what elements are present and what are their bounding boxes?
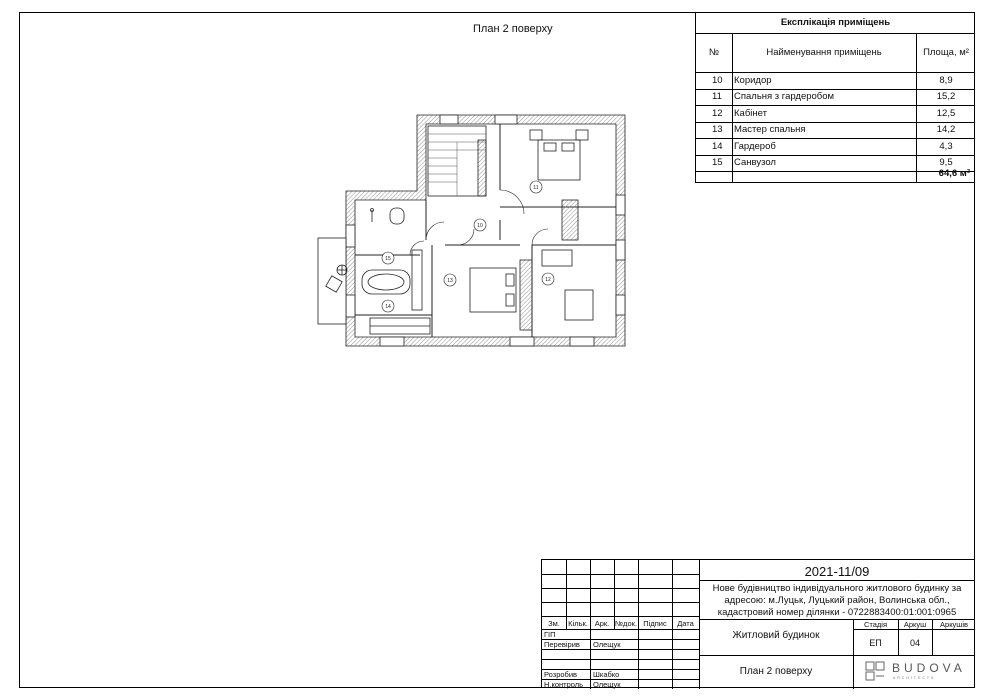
- budova-logo-icon: [864, 660, 886, 682]
- role-label: Розробив: [544, 670, 578, 679]
- room-tag-13: 13: [447, 278, 453, 284]
- role-label: Н.контроль: [544, 680, 584, 689]
- role-label: Перевірив: [544, 640, 580, 649]
- schedule-row-name: Мастер спальня: [734, 124, 806, 136]
- schedule-row-name: Гардероб: [734, 140, 776, 152]
- schedule-header-num: №: [708, 47, 720, 58]
- project-code: 2021-11/09: [804, 564, 870, 579]
- room-tag-15: 15: [385, 256, 391, 262]
- col-header-date: Дата: [677, 619, 694, 628]
- room-tag-12: 12: [545, 277, 551, 283]
- drawing-name: План 2 поверху: [739, 666, 813, 677]
- schedule-row-num: 11: [712, 91, 722, 103]
- stage-label: Стадія: [863, 620, 888, 629]
- sheets-label: Аркушів: [940, 620, 968, 629]
- role-person: Шкабко: [593, 670, 620, 679]
- project-line-3: кадастровий номер ділянки - 0722883400:01:001:0965: [717, 607, 957, 618]
- schedule-row-name: Санвузол: [734, 157, 776, 169]
- schedule-row-num: 12: [712, 107, 723, 119]
- stage-value: ЕП: [869, 638, 882, 648]
- schedule-total: 64,6 м²: [938, 168, 970, 179]
- logo-subtext: ARCHITECTS: [893, 676, 936, 680]
- sheet-label: Аркуш: [903, 620, 927, 629]
- floor-plan: [310, 110, 640, 360]
- schedule-row-name: Кабінет: [734, 107, 767, 119]
- project-line-1: Нове будівництво індивідуального житлового будинку за: [712, 583, 962, 594]
- schedule-row-num: 14: [712, 140, 723, 152]
- schedule-row-area: 15,2: [936, 91, 956, 103]
- role-person: Олещук: [593, 640, 621, 649]
- project-line-2: адресою: м.Луцьк, Луцький район, Волинська обл.,: [724, 595, 950, 606]
- room-tag-14: 14: [385, 304, 391, 310]
- plan-title: План 2 поверху: [473, 23, 553, 35]
- schedule-row-name: Коридор: [734, 74, 772, 86]
- schedule-row-area: 9,5: [939, 157, 953, 169]
- room-tag-11: 11: [533, 185, 539, 191]
- schedule-row-area: 8,9: [939, 74, 953, 86]
- schedule-row-area: 12,5: [936, 107, 956, 119]
- schedule-header-name: Найменування приміщень: [766, 47, 882, 58]
- col-header-signature: Підпис: [643, 619, 667, 628]
- role-label: ГІП: [544, 630, 556, 639]
- schedule-row-area: 14,2: [936, 124, 956, 136]
- schedule-row-num: 13: [712, 124, 723, 136]
- title-block: [541, 559, 975, 688]
- col-header-doc: №док.: [615, 619, 637, 628]
- balcony: [318, 238, 346, 324]
- schedule-title: Експлікація приміщень: [780, 17, 891, 28]
- room-tag-10: 10: [477, 223, 483, 229]
- logo-text: BUDOVA: [892, 661, 966, 675]
- role-person: Олещук: [593, 680, 621, 689]
- building-name: Житловий будинок: [732, 630, 820, 641]
- schedule-row-area: 4,3: [939, 140, 953, 152]
- schedule-header-area: Площа, м²: [923, 47, 969, 58]
- sheet-value: 04: [909, 638, 920, 648]
- schedule-row-num: 15: [712, 157, 723, 169]
- room-schedule: [695, 12, 975, 183]
- schedule-row-name: Спальня з гардеробом: [734, 91, 835, 103]
- col-header-sheet: Арк.: [594, 619, 610, 628]
- col-header-change: Зм.: [548, 619, 560, 628]
- schedule-row-num: 10: [712, 74, 723, 86]
- col-header-qty: Кільк.: [568, 619, 588, 628]
